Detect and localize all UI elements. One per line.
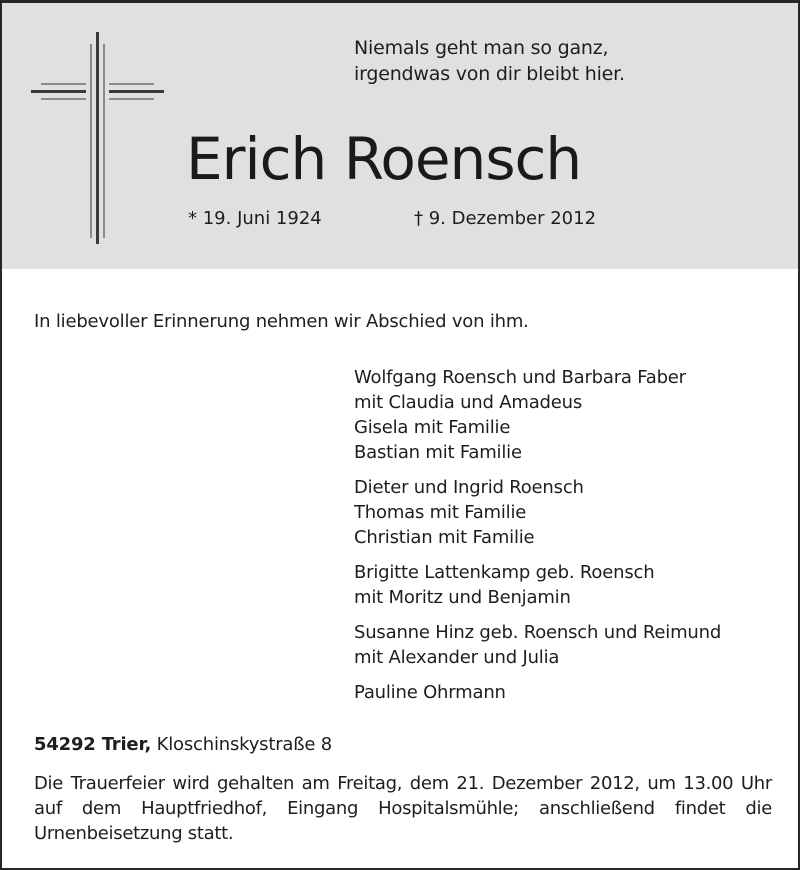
- deceased-name: Erich Roensch: [186, 125, 582, 193]
- address: [34, 733, 332, 757]
- mourner-group: [354, 620, 721, 670]
- mourner-line: Bastian mit Familie: [354, 442, 522, 463]
- mourner-line: mit Moritz und Benjamin: [354, 587, 571, 608]
- death-date: † 9. Dezember 2012: [414, 208, 597, 229]
- mourner-group: [354, 560, 721, 610]
- mourner-line: Pauline Ohrmann: [354, 682, 506, 703]
- mourner-line: Susanne Hinz geb. Roensch und Reimund: [354, 622, 722, 643]
- funeral-service-info: Die Trauerfeier wird gehalten am Freitag, dem 21. Dezember 2012, um 13.00 Uhr auf dem Hauptfriedhof, Eingang Hospitalsmühle; anschließend findet die Urnenbeisetzung statt.: [34, 773, 772, 844]
- header-band: [2, 3, 798, 269]
- address-city: 54292 Trier,: [34, 734, 152, 755]
- mourner-line: mit Claudia und Amadeus: [354, 392, 583, 413]
- mourner-line: mit Alexander und Julia: [354, 647, 560, 668]
- mourner-line: Brigitte Lattenkamp geb. Roensch: [354, 562, 655, 583]
- mourner-line: Dieter und Ingrid Roensch: [354, 477, 584, 498]
- quote-line: irgendwas von dir bleibt hier.: [354, 63, 625, 85]
- birth-date: * 19. Juni 1924: [188, 208, 322, 229]
- mourners-list: [354, 365, 721, 715]
- mourner-group: [354, 680, 721, 705]
- mourner-line: Christian mit Familie: [354, 527, 535, 548]
- mourner-group: [354, 365, 721, 465]
- mourner-line: Thomas mit Familie: [354, 502, 527, 523]
- intro-text: In liebevoller Erinnerung nehmen wir Abschied von ihm.: [34, 311, 529, 332]
- mourner-line: Gisela mit Familie: [354, 417, 511, 438]
- mourner-line: Wolfgang Roensch und Barbara Faber: [354, 367, 686, 388]
- memorial-quote: [354, 35, 625, 87]
- quote-line: Niemals geht man so ganz,: [354, 37, 609, 59]
- address-street: Kloschinskystraße 8: [151, 734, 333, 755]
- mourner-group: [354, 475, 721, 550]
